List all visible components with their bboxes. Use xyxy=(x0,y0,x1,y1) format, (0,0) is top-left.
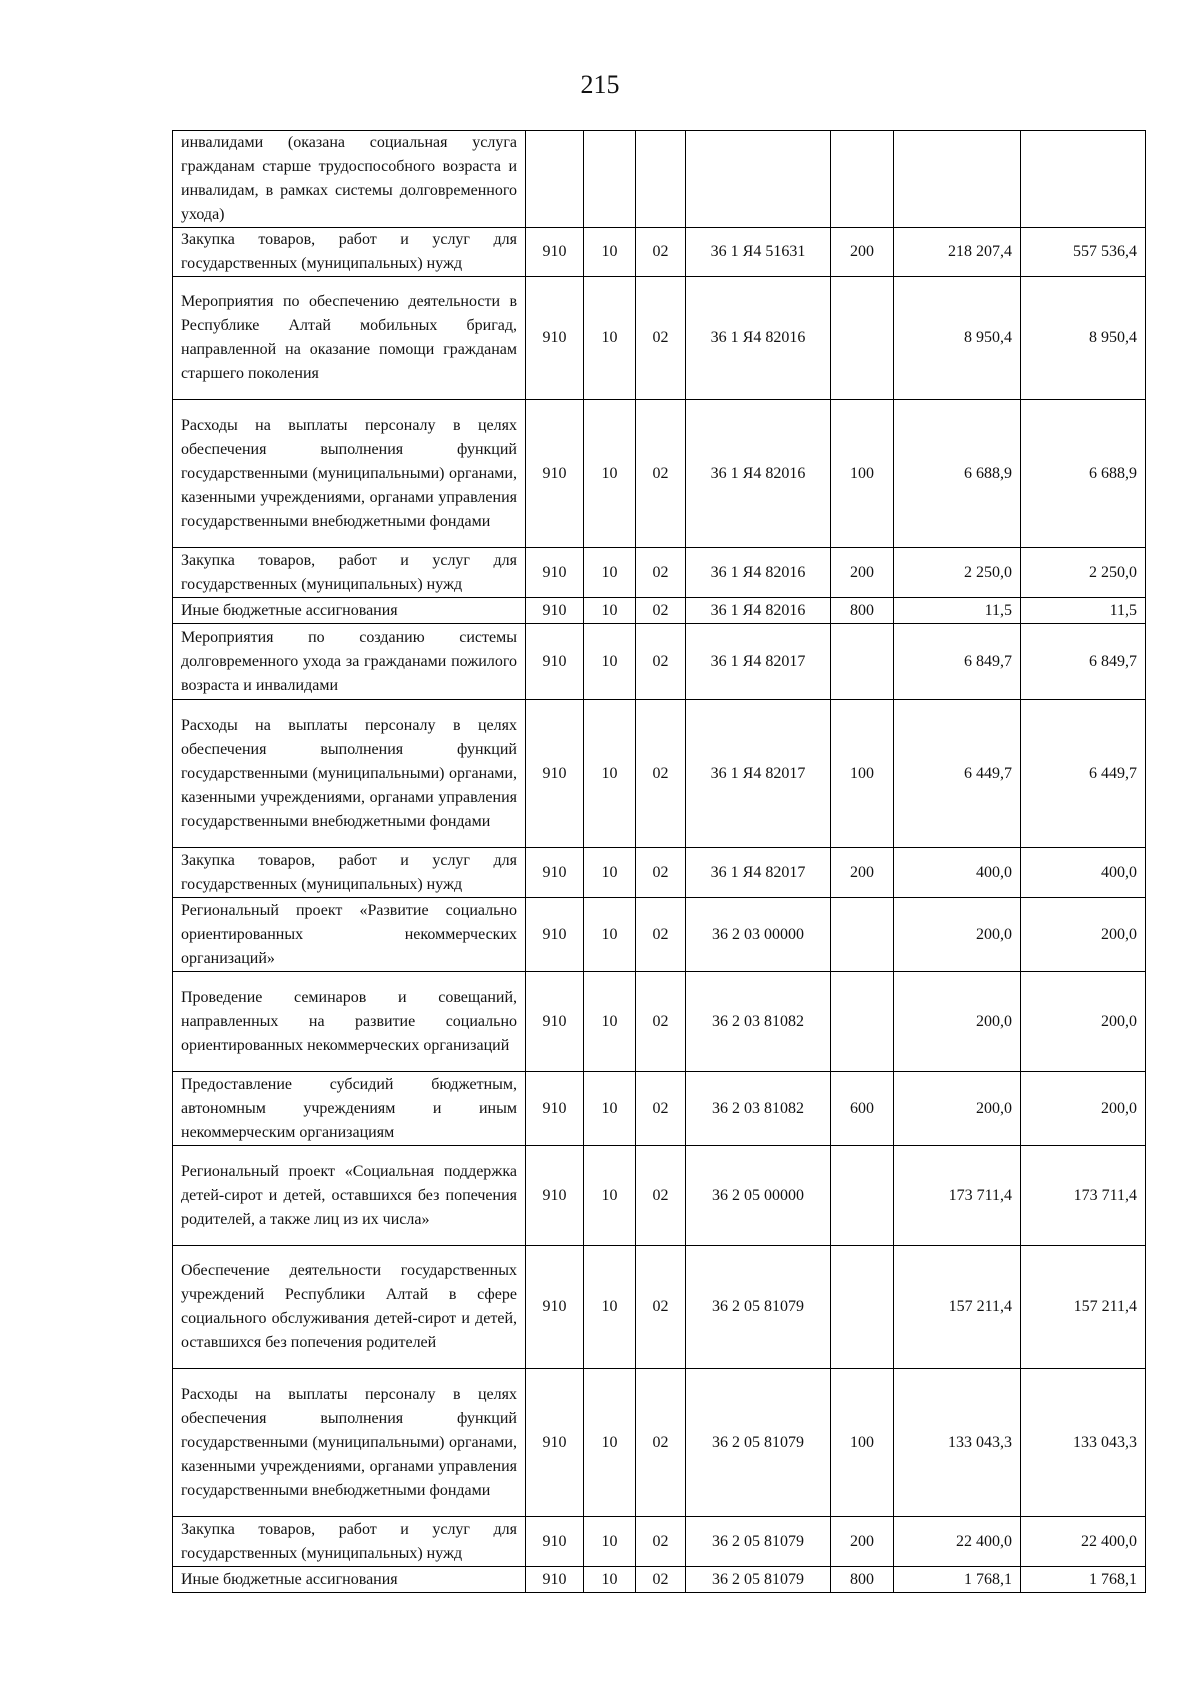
cell-admin-code xyxy=(526,131,584,228)
cell-amount-2: 6 688,9 xyxy=(1021,400,1146,548)
cell-amount-2: 200,0 xyxy=(1021,1072,1146,1146)
cell-description: инвалидами (оказана социальная услуга гражданам старше трудоспособного возраста и инвалидам, в рамках системы долговременного ухода) xyxy=(173,131,526,228)
cell-section: 10 xyxy=(584,848,636,898)
cell-admin-code: 910 xyxy=(526,1517,584,1567)
cell-section: 10 xyxy=(584,228,636,277)
cell-amount-1: 200,0 xyxy=(894,972,1021,1072)
cell-admin-code: 910 xyxy=(526,848,584,898)
cell-section: 10 xyxy=(584,1369,636,1517)
page-number: 215 xyxy=(580,70,620,99)
cell-expense-type xyxy=(831,277,894,400)
cell-expense-type: 200 xyxy=(831,1517,894,1567)
cell-section: 10 xyxy=(584,972,636,1072)
table-row xyxy=(173,228,1146,277)
cell-admin-code: 910 xyxy=(526,1369,584,1517)
cell-target-article: 36 2 05 81079 xyxy=(686,1517,831,1567)
cell-amount-1: 218 207,4 xyxy=(894,228,1021,277)
cell-expense-type xyxy=(831,131,894,228)
cell-subsection: 02 xyxy=(636,1517,686,1567)
cell-target-article: 36 1 Я4 82016 xyxy=(686,277,831,400)
cell-amount-2: 133 043,3 xyxy=(1021,1369,1146,1517)
cell-admin-code: 910 xyxy=(526,598,584,624)
cell-amount-1: 6 688,9 xyxy=(894,400,1021,548)
cell-admin-code: 910 xyxy=(526,277,584,400)
cell-expense-type: 100 xyxy=(831,1369,894,1517)
table-row xyxy=(173,131,1146,228)
cell-admin-code: 910 xyxy=(526,1246,584,1369)
cell-description: Расходы на выплаты персоналу в целях обеспечения выполнения функций государственными (муниципальными) органами, казенными учреждениями, органами управления государственными внебюджетными фондами xyxy=(173,700,526,848)
cell-subsection: 02 xyxy=(636,1072,686,1146)
cell-expense-type: 200 xyxy=(831,228,894,277)
cell-admin-code: 910 xyxy=(526,700,584,848)
cell-amount-2: 11,5 xyxy=(1021,598,1146,624)
cell-target-article xyxy=(686,131,831,228)
cell-subsection: 02 xyxy=(636,848,686,898)
cell-subsection: 02 xyxy=(636,898,686,972)
cell-target-article: 36 1 Я4 82016 xyxy=(686,548,831,598)
cell-amount-2: 22 400,0 xyxy=(1021,1517,1146,1567)
cell-amount-2: 6 449,7 xyxy=(1021,700,1146,848)
cell-expense-type: 600 xyxy=(831,1072,894,1146)
cell-expense-type: 200 xyxy=(831,848,894,898)
cell-description: Региональный проект «Развитие социально ориентированных некоммерческих организаций» xyxy=(173,898,526,972)
cell-subsection: 02 xyxy=(636,598,686,624)
cell-amount-1: 2 250,0 xyxy=(894,548,1021,598)
cell-description: Расходы на выплаты персоналу в целях обеспечения выполнения функций государственными (муниципальными) органами, казенными учреждениями, органами управления государственными внебюджетными фондами xyxy=(173,1369,526,1517)
cell-section: 10 xyxy=(584,700,636,848)
cell-subsection: 02 xyxy=(636,972,686,1072)
table-row xyxy=(173,1517,1146,1567)
cell-subsection: 02 xyxy=(636,277,686,400)
cell-target-article: 36 2 05 81079 xyxy=(686,1246,831,1369)
cell-expense-type: 200 xyxy=(831,548,894,598)
cell-target-article: 36 2 05 81079 xyxy=(686,1567,831,1593)
cell-description: Мероприятия по созданию системы долговременного ухода за гражданами пожилого возраста и инвалидами xyxy=(173,624,526,700)
cell-admin-code: 910 xyxy=(526,548,584,598)
cell-description: Закупка товаров, работ и услуг для государственных (муниципальных) нужд xyxy=(173,548,526,598)
cell-target-article: 36 2 05 00000 xyxy=(686,1146,831,1246)
cell-amount-2: 157 211,4 xyxy=(1021,1246,1146,1369)
cell-expense-type xyxy=(831,1246,894,1369)
table-row xyxy=(173,1146,1146,1246)
cell-section: 10 xyxy=(584,1072,636,1146)
cell-amount-1 xyxy=(894,131,1021,228)
cell-amount-2: 6 849,7 xyxy=(1021,624,1146,700)
cell-expense-type xyxy=(831,898,894,972)
cell-subsection: 02 xyxy=(636,1246,686,1369)
cell-amount-1: 6 849,7 xyxy=(894,624,1021,700)
cell-admin-code: 910 xyxy=(526,1072,584,1146)
cell-section: 10 xyxy=(584,1246,636,1369)
cell-section: 10 xyxy=(584,624,636,700)
cell-admin-code: 910 xyxy=(526,228,584,277)
cell-amount-1: 133 043,3 xyxy=(894,1369,1021,1517)
cell-amount-1: 1 768,1 xyxy=(894,1567,1021,1593)
cell-target-article: 36 1 Я4 82017 xyxy=(686,848,831,898)
cell-expense-type: 100 xyxy=(831,700,894,848)
budget-table xyxy=(172,130,1146,1593)
cell-amount-2: 2 250,0 xyxy=(1021,548,1146,598)
cell-admin-code: 910 xyxy=(526,624,584,700)
cell-target-article: 36 2 03 00000 xyxy=(686,898,831,972)
cell-target-article: 36 1 Я4 82017 xyxy=(686,700,831,848)
cell-admin-code: 910 xyxy=(526,1567,584,1593)
cell-section: 10 xyxy=(584,598,636,624)
cell-description: Закупка товаров, работ и услуг для государственных (муниципальных) нужд xyxy=(173,228,526,277)
cell-target-article: 36 1 Я4 51631 xyxy=(686,228,831,277)
cell-target-article: 36 1 Я4 82017 xyxy=(686,624,831,700)
cell-target-article: 36 2 03 81082 xyxy=(686,1072,831,1146)
cell-amount-2: 8 950,4 xyxy=(1021,277,1146,400)
cell-amount-1: 11,5 xyxy=(894,598,1021,624)
cell-target-article: 36 1 Я4 82016 xyxy=(686,598,831,624)
cell-amount-2: 557 536,4 xyxy=(1021,228,1146,277)
cell-section: 10 xyxy=(584,277,636,400)
table-row xyxy=(173,1072,1146,1146)
table-row xyxy=(173,848,1146,898)
table-row xyxy=(173,277,1146,400)
cell-section: 10 xyxy=(584,548,636,598)
cell-description: Проведение семинаров и совещаний, направленных на развитие социально ориентированных некоммерческих организаций xyxy=(173,972,526,1072)
cell-subsection: 02 xyxy=(636,624,686,700)
cell-amount-2: 173 711,4 xyxy=(1021,1146,1146,1246)
cell-description: Региональный проект «Социальная поддержка детей-сирот и детей, оставшихся без попечения родителей, а также лиц из их числа» xyxy=(173,1146,526,1246)
cell-expense-type xyxy=(831,624,894,700)
cell-target-article: 36 2 05 81079 xyxy=(686,1369,831,1517)
cell-admin-code: 910 xyxy=(526,972,584,1072)
cell-subsection: 02 xyxy=(636,228,686,277)
cell-admin-code: 910 xyxy=(526,400,584,548)
cell-expense-type: 800 xyxy=(831,598,894,624)
cell-subsection: 02 xyxy=(636,700,686,848)
cell-amount-2: 200,0 xyxy=(1021,972,1146,1072)
cell-section xyxy=(584,131,636,228)
cell-amount-1: 200,0 xyxy=(894,1072,1021,1146)
table-row xyxy=(173,1369,1146,1517)
table-row xyxy=(173,624,1146,700)
cell-amount-2: 400,0 xyxy=(1021,848,1146,898)
cell-expense-type: 100 xyxy=(831,400,894,548)
cell-amount-2: 1 768,1 xyxy=(1021,1567,1146,1593)
cell-description: Закупка товаров, работ и услуг для государственных (муниципальных) нужд xyxy=(173,1517,526,1567)
cell-subsection: 02 xyxy=(636,400,686,548)
cell-amount-1: 157 211,4 xyxy=(894,1246,1021,1369)
cell-amount-1: 22 400,0 xyxy=(894,1517,1021,1567)
cell-section: 10 xyxy=(584,400,636,548)
cell-amount-2 xyxy=(1021,131,1146,228)
table-row xyxy=(173,700,1146,848)
cell-target-article: 36 2 03 81082 xyxy=(686,972,831,1072)
table-row xyxy=(173,400,1146,548)
cell-description: Иные бюджетные ассигнования xyxy=(173,1567,526,1593)
cell-amount-1: 200,0 xyxy=(894,898,1021,972)
cell-admin-code: 910 xyxy=(526,898,584,972)
table-row xyxy=(173,1246,1146,1369)
table-row xyxy=(173,898,1146,972)
table-row xyxy=(173,598,1146,624)
cell-description: Расходы на выплаты персоналу в целях обеспечения выполнения функций государственными (муниципальными) органами, казенными учреждениями, органами управления государственными внебюджетными фондами xyxy=(173,400,526,548)
cell-amount-1: 6 449,7 xyxy=(894,700,1021,848)
cell-subsection: 02 xyxy=(636,548,686,598)
table-row xyxy=(173,548,1146,598)
cell-subsection: 02 xyxy=(636,1146,686,1246)
cell-admin-code: 910 xyxy=(526,1146,584,1246)
cell-subsection: 02 xyxy=(636,1567,686,1593)
cell-amount-1: 173 711,4 xyxy=(894,1146,1021,1246)
cell-description: Предоставление субсидий бюджетным, автономным учреждениям и иным некоммерческим организациям xyxy=(173,1072,526,1146)
cell-description: Мероприятия по обеспечению деятельности в Республике Алтай мобильных бригад, направленной на оказание помощи гражданам старшего поколения xyxy=(173,277,526,400)
cell-section: 10 xyxy=(584,1517,636,1567)
table-row xyxy=(173,1567,1146,1593)
cell-expense-type: 800 xyxy=(831,1567,894,1593)
cell-amount-1: 8 950,4 xyxy=(894,277,1021,400)
cell-target-article: 36 1 Я4 82016 xyxy=(686,400,831,548)
cell-section: 10 xyxy=(584,1146,636,1246)
cell-subsection: 02 xyxy=(636,1369,686,1517)
cell-expense-type xyxy=(831,1146,894,1246)
cell-section: 10 xyxy=(584,898,636,972)
cell-amount-1: 400,0 xyxy=(894,848,1021,898)
cell-expense-type xyxy=(831,972,894,1072)
cell-description: Закупка товаров, работ и услуг для государственных (муниципальных) нужд xyxy=(173,848,526,898)
cell-section: 10 xyxy=(584,1567,636,1593)
cell-subsection xyxy=(636,131,686,228)
table-row xyxy=(173,972,1146,1072)
table-body xyxy=(173,131,1146,1593)
cell-description: Обеспечение деятельности государственных учреждений Республики Алтай в сфере социального обслуживания детей-сирот и детей, оставшихся без попечения родителей xyxy=(173,1246,526,1369)
cell-amount-2: 200,0 xyxy=(1021,898,1146,972)
cell-description: Иные бюджетные ассигнования xyxy=(173,598,526,624)
